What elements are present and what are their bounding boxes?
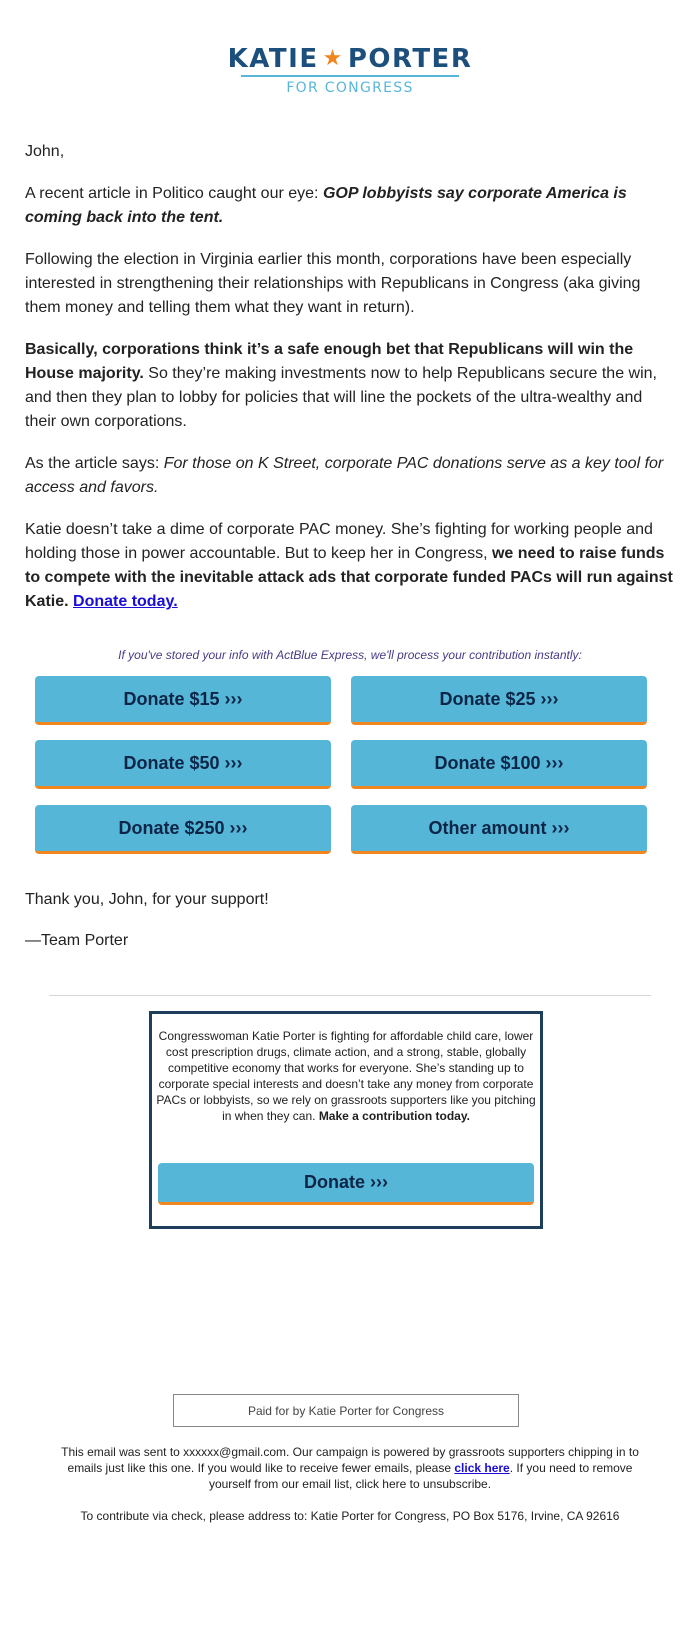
paid-for-disclaimer: Paid for by Katie Porter for Congress (173, 1394, 519, 1427)
logo-wordmark (228, 44, 473, 74)
about-box (149, 1011, 543, 1229)
star-icon: ★ (322, 46, 344, 71)
footer-unsubscribe-text: . If you need to remove yourself from our email list, click here to unsubscribe. (208, 1461, 633, 1491)
paragraph-3-rest: So they’re making investments now to help Republicans secure the win, and then they plan to lobby for policies that will line the pockets of the ultra-wealthy and their own corporations. (25, 365, 657, 430)
signature: —Team Porter (25, 932, 129, 949)
logo-first-name: KATIE (227, 44, 319, 74)
donate-50-button[interactable]: Donate $50 ››› (35, 740, 331, 789)
donate-today-link[interactable]: Donate today. (73, 593, 178, 610)
paragraph-5-bold: we need to raise funds to compete with the inevitable attack ads that corporate funded PACs will run against Katie. (25, 545, 673, 610)
about-text (155, 1028, 537, 1124)
paragraph-4 (25, 452, 675, 500)
paragraph-3 (25, 338, 675, 434)
about-text-body: Congresswoman Katie Porter is fighting for affordable child care, lower cost prescription drugs, climate action, and a strong, stable, globally competitive economy that works for everyone. She’s standing up to corporate special interests and doesn’t take any money from corporate PACs or lobbyists, so we rely on grassroots supporters like you pitching in when they can. (156, 1029, 536, 1123)
donate-25-button[interactable]: Donate $25 ››› (351, 676, 647, 725)
footer-address: To contribute via check, please address to: Katie Porter for Congress, PO Box 5176, Irvine, CA 92616 (80, 1509, 620, 1523)
greeting: John, (25, 143, 65, 160)
logo (0, 44, 700, 96)
paragraph-1-lead: A recent article in Politico caught our eye: (25, 185, 323, 202)
about-text-bold: Make a contribution today. (318, 1109, 470, 1123)
divider (49, 995, 651, 996)
paragraph-2: Following the election in Virginia earlier this month, corporations have been especially interested in strengthening their relationships with Republicans in Congress (aka giving them money and telling them what they want in return). (25, 251, 641, 316)
about-donate-button[interactable]: Donate ››› (158, 1163, 534, 1205)
donate-15-button[interactable]: Donate $15 ››› (35, 676, 331, 725)
footer-sent-text (50, 1444, 650, 1492)
logo-rule (241, 75, 459, 77)
footer-sent-body: This email was sent to xxxxxx@gmail.com. Our campaign is powered by grassroots supporters chipping in to emails just like this one. If you would like to receive fewer emails, please (61, 1445, 639, 1475)
email-body (25, 140, 675, 632)
fewer-emails-link[interactable]: click here (454, 1461, 510, 1475)
donate-100-button[interactable]: Donate $100 ››› (351, 740, 647, 789)
thanks-line: Thank you, John, for your support! (25, 891, 269, 908)
donate-other-amount-button[interactable]: Other amount ››› (351, 805, 647, 854)
paragraph-1 (25, 182, 675, 230)
donate-250-button[interactable]: Donate $250 ››› (35, 805, 331, 854)
article-quote: For those on K Street, corporate PAC donations serve as a key tool for access and favors. (25, 455, 664, 496)
article-headline: GOP lobbyists say corporate America is coming back into the tent. (25, 185, 627, 226)
paragraph-5 (25, 518, 675, 614)
logo-subtitle: FOR CONGRESS (286, 80, 414, 96)
paragraph-4-lead: As the article says: (25, 455, 164, 472)
actblue-express-note: If you've stored your info with ActBlue Express, we'll process your contribution instantly: (118, 648, 582, 662)
paragraph-3-bold: Basically, corporations think it’s a safe enough bet that Republicans will win the House majority. (25, 341, 634, 382)
paragraph-5-lead: Katie doesn’t take a dime of corporate PAC money. She’s fighting for working people and holding those in power accountable. But to keep her in Congress, (25, 521, 653, 562)
logo-last-name: PORTER (347, 44, 473, 74)
